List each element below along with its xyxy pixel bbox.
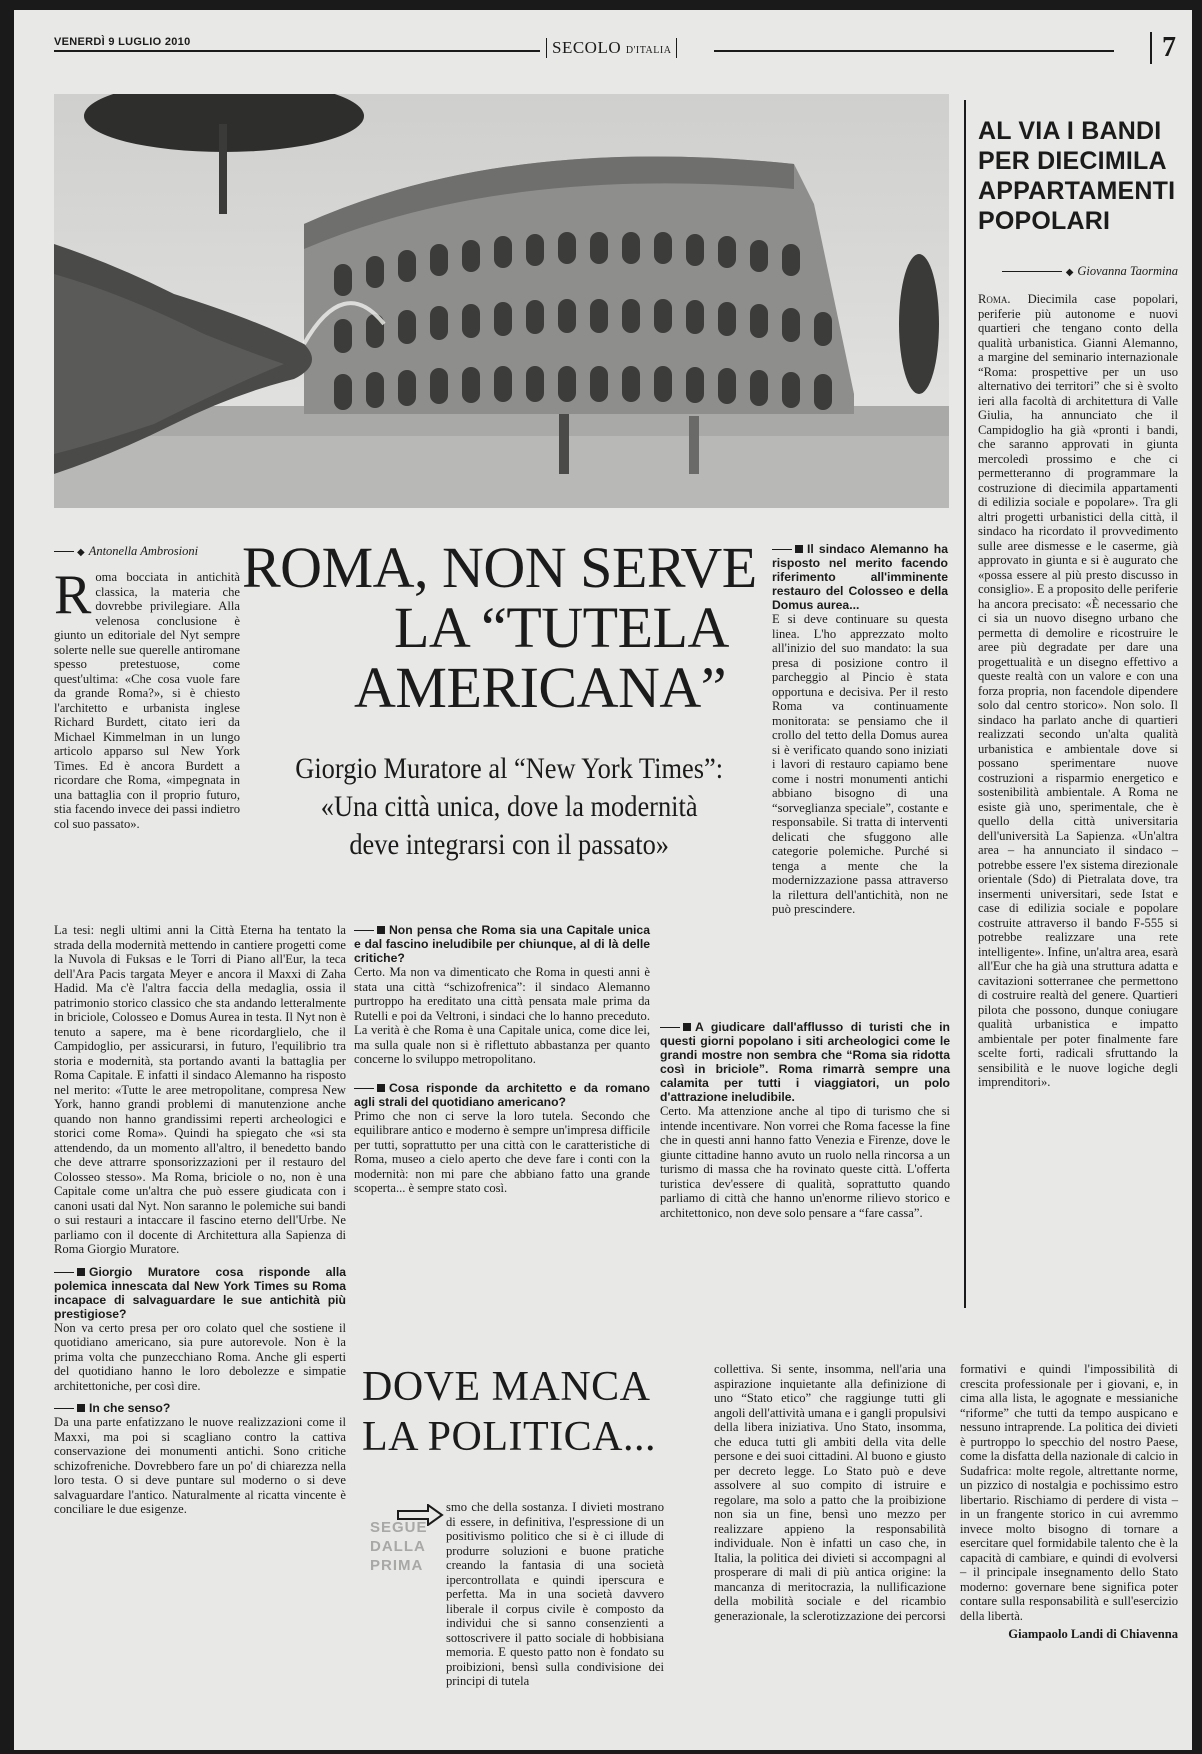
bullet-square-icon <box>77 1268 85 1276</box>
masthead-rule-right <box>714 50 1114 52</box>
question-5 <box>772 542 948 612</box>
sidebar-byline <box>978 262 1178 280</box>
sidebar-byline-dash <box>1002 271 1062 272</box>
sidebar-headline-line-3: APPARTAMENTI <box>978 177 1176 205</box>
bullet-square-icon <box>77 1404 85 1412</box>
bottom-headline-line-1: DOVE MANCA <box>362 1364 651 1410</box>
question-3-text: Non pensa che Roma sia una Capitale unica e dal fascino ineludibile per chiunque, al di là delle critiche? <box>354 923 650 965</box>
masthead <box>54 32 1174 68</box>
headline-line-3: AMERICANA” <box>354 655 726 720</box>
byline-diamond-icon: ◆ <box>77 547 85 558</box>
sidebar-headline-line-1: AL VIA I BANDI <box>978 117 1162 145</box>
colosseum-photo <box>54 94 949 508</box>
bullet-square-icon <box>683 1023 691 1031</box>
question-6-text: A giudicare dall'afflusso di turisti che in questi giorni popolano i siti archeologici come le grandi mostre non sembra che “Roma sia ridotta così in briciole”. Roma rimarrà sempre una calamita per tutti i viaggiatori, un polo d'attrazione ineludibile. <box>660 1020 950 1104</box>
subtitle-line-3: deve integrarsi con il passato» <box>349 828 669 861</box>
newspaper-page <box>14 10 1192 1750</box>
masthead-date: VENERDÌ 9 LUGLIO 2010 <box>54 36 191 48</box>
main-col3 <box>772 542 948 917</box>
sidebar-dateline: Roma. <box>978 292 1011 306</box>
question-3 <box>354 923 650 965</box>
answer-2: Da una parte enfatizzano le nuove realizzazioni come il Maxxi, ma poi si scagliano contro la cattiva conservazione dei monumenti antichi. Sono critiche schizofreniche. Dovrebbero fare un po' di chiarezza nella loro testa. O si deve puntare sul moderno o si deve salvaguardare l'antico. Naturalmente al ricatta vincente è conciliare le due esigenze. <box>54 1415 346 1516</box>
headline-line-2: LA “TUTELA <box>394 595 729 660</box>
question-5-text: Il sindaco Alemanno ha risposto nel merito facendo riferimento all'imminente restauro del Colosseo e della Domus aurea... <box>772 542 948 612</box>
bottom-headline <box>362 1362 702 1462</box>
question-4-text: Cosa risponde da architetto e da romano agli strali del quotidiano americano? <box>354 1080 650 1109</box>
subtitle-line-1: Giorgio Muratore al “New York Times”: <box>295 752 724 785</box>
dropcap: R <box>54 564 92 626</box>
continued-label-2: DALLA <box>370 1538 426 1555</box>
byline-dash <box>54 551 74 552</box>
continued-label-3: PRIMA <box>370 1557 424 1574</box>
sidebar-byline-name: Giovanna Taormina <box>1077 264 1178 278</box>
answer-5: E si deve continuare su questa linea. L'ho apprezzato molto all'inizio del suo mandato: la sua presa di posizione contro il parcheggio al Pincio è stata opportuna e decisiva. Per il resto Roma va continuamente monitorata: se pensiamo che il crollo del tetto della Domus aurea si è verificato quando sono iniziati i lavori di restauro capiamo bene come i nostri monumenti antichi abbiano bisogno di una “sorveglianza speciale”, costante e responsabile. Si tratta di interventi delicati che sfuggono alle categorie polemiche. Purché si tenga a mente che la modernizzazione passa attraverso la rilettura dell'antichità, non ne può prescindere. <box>772 612 948 916</box>
newspaper-name: SECOLO <box>552 38 622 57</box>
question-1-text: Giorgio Muratore cosa risponde alla polemica innescata dal New York Times su Roma incapace di salvaguardare le sue antichità più prestigiose? <box>54 1264 346 1321</box>
main-col1-body <box>54 923 346 1517</box>
page-number: 7 <box>1150 32 1176 64</box>
question-2 <box>54 1401 346 1415</box>
masthead-title <box>546 38 677 58</box>
byline-diamond-icon: ◆ <box>1065 267 1074 278</box>
answer-1: Non va certo presa per oro colato quel che sostiene il quotidiano americano, sia pure autorevole. Non è la prima volta che punzecchiano Roma. Anche gli esperti del quotidiano hanno le loro debolezze e simpatie architettoniche, per così dire. <box>54 1320 346 1393</box>
main-byline-name: Antonella Ambrosioni <box>88 544 199 558</box>
bullet-square-icon <box>377 1084 385 1092</box>
main-headline <box>234 535 774 720</box>
sidebar-body <box>978 292 1178 1090</box>
newspaper-name-sub: D'ITALIA <box>625 45 672 56</box>
bottom-signature: Giampaolo Landi di Chiavenna <box>1008 1627 1178 1641</box>
arrow-right-icon <box>396 1504 436 1518</box>
bullet-square-icon <box>377 926 385 934</box>
subtitle-line-2: «Una città unica, dove la modernità <box>320 790 698 823</box>
answer-3: Certo. Ma non va dimenticato che Roma in questi anni è stata una città “schizofrenica”: il sindaco Alemanno purtroppo ha ereditato una città pensata male prima da Rutelli e poi da Veltroni, i sindaci che lo hanno preceduto. La verità è che Roma è una Capitale unica, come dice lei, ma sulla quale non si è riflettuto abbastanza per quanto concerne lo sviluppo metropolitano. <box>354 965 650 1066</box>
bottom-col2-text: collettiva. Si sente, insomma, nell'aria una aspirazione inquietante alla definizione di uno “Stato etico” che raggiunge tutti gli angoli dell'attività umana e i gangli propulsivi della libera iniziativa. Uno Stato, insomma, che educa tutti gli ambiti della vita delle persone e dei suoi cittadini. Al buono e giusto per decreto legge. Lo Stato può e deve assolvere al suo compito di istruire e regolare, ma solo a patto che la proibizione non sia un fine, bensì uno mezzo per realizzare appieno la responsabilità individuale. Non è infatti un caso che, in Italia, la politica dei divieti si accompagni al prosperare di mali di più antica origine: la mancanza di meritocrazia, la nullificazione della mobilità sociale e del ricambio generazionale, la sclerotizzazione dei percorsi <box>714 1362 946 1623</box>
bottom-headline-line-2: LA POLITICA... <box>362 1414 656 1460</box>
sidebar-headline-line-2: PER DIECIMILA <box>978 147 1167 175</box>
answer-6: Certo. Ma attenzione anche al tipo di turismo che si intende incentivare. Non vorrei che Roma facesse la fine che in questi anni hanno fatto Venezia e Firenze, dove le giunte cittadine hanno avuto un ruolo nella rincorsa a un turismo di massa che ha rovinato queste città. L'offerta turistica dev'essere di qualità, soprattutto quando parliamo di città che hanno un'enorme rilievo storico e architettonico, non deve solo pensare a “fare cassa”. <box>660 1104 950 1220</box>
bullet-square-icon <box>795 545 803 553</box>
main-body-text: La tesi: negli ultimi anni la Città Eterna ha tentato la strada della modernità mettendo in cantiere progetti come la Nuvola di Fuksas e le Torri di Piano all'Eur, la teca dell'Ara Pacis targata Meyer e ancora il Maxxi di Zaha Hadid. Ma c'è l'altra faccia della medaglia, ossia il patrimonio storico classico che sta andando letteralmente in briciole, Colosseo e Domus Aurea in testa. Il Nyt non è tenuto a sapere, ma è bene ricordarglielo, che il Campidoglio, per assicurarsi, in futuro, l'equilibrio tra storia e modernità, sta portando avanti la battaglia per Roma Capitale. E infatti il sindaco Alemanno ha risposto nel merito: «Tutte le aree metropolitane, compresa New York, hanno grandi problemi di manutenzione anche quando non hanno grandissimi reperti archeologici e storici come Roma». Quindi ha spiegato che «si sta attendendo, da un momento all'altro, il benedetto bando che deve attrarre sponsorizzazioni per il restauro del Colosseo stesso». Ma Roma, briciole o no, non è una Capitale come un'altra che può essere giudicata con i canoni usati dal Nyt. Non saranno le polemiche sui bandi o sui restauri a intaccare il fascino eterno dell'Urbe. Ne parliamo con il docente di Architettura alla Sapienza di Roma Giorgio Muratore. <box>54 923 346 1256</box>
main-byline <box>54 542 254 560</box>
sidebar-rule <box>964 100 966 1308</box>
question-1 <box>54 1265 346 1321</box>
main-col4 <box>660 1020 950 1220</box>
masthead-rule-left <box>54 50 540 52</box>
answer-4: Primo che non ci serve la loro tutela. Secondo che equilibrare antico e moderno è sempre un'impresa difficile per tutti, soprattutto per una città con le caratteristiche di Roma, museo a cielo aperto che deve fare i conti con la modernità: non mi pare che abbiano fatto una grande scoperta... è sempre stato così. <box>354 1108 650 1195</box>
headline-line-1: ROMA, NON SERVE <box>242 535 757 600</box>
sidebar-body-text: Diecimila case popolari, periferie più autonome e nuovi quartieri che tengano conto della qualità urbanistica. Gianni Alemanno, a margine del seminario internazionale “Roma: prospettive per un uso alternativo dei territori” che si è svolto ieri alla facoltà di architettura di Valle Giulia, ha annunciato che il Campidoglio ha già «pronti i bandi, che saranno approvati in giunta mercoledì prossimo e che ci permetteranno di programmare la costruzione di diecimila appartamenti di edilizia sociale e popolare». Tra gli altri progetti urbanistici della città, il sindaco ha ricordato il provvedimento sulle aree dismesse e le casermе, già approvato in giunta e si è augurato che «possa essere al più presto discusso in consiglio». E a proposito delle periferie ha ancora precisato: «È necessario che ci sia un nuovo disegno urbano che permetta di demolire e ricostruire le aree più degradate per dare una progettualità e un disegno effettivo a queste realtà con un valore e con una forza propria, non facendole dipendere solo dal centro storico». Non solo. Il sindaco ha parlato anche di quartieri realizzati secondo un'alta qualità urbanistica e ambientale dove si possano sperimentare nuove costruzioni a risparmio energetico e sostenibilità ambientale. A Roma ne esiste già uno, sperimentale, che è quello della città universitaria dell'università La Sapienza. «Un'altra area – ha annunciato il sindaco – potrebbe essere l'ex sistema direzionale orientale (Sdo) di Pietralata dove, tra insermenti universitari, sede Istat e case di edilizia sociale e popolare costruite attraverso il bando F-555 si potrebbe realizzare una rete intelligente». Infine, un'altra area, esarà all'Eur che ha già una struttura adatta e cavitazioni sotterranee che permettono di costruire realtà del genere. Quartieri pilota che possono, dunque coniugare qualità urbanistica e impatto ambientale per poter finalmente fare scelte forti, radicali sfruttando la sensibilità e le nuove logiche degli imprenditori». <box>978 292 1178 1089</box>
question-4 <box>354 1081 650 1109</box>
colosseum-illustration <box>54 94 949 508</box>
continued-label-1: SEGUE <box>370 1519 428 1536</box>
main-col2 <box>354 923 650 1196</box>
bottom-col1-text: smo che della sostanza. I divieti mostrano di essere, in definitiva, l'espressione di un positivismo politico che si è ci illude di produrre soluzioni e buone pratiche creando la fantasia di una società ipercontrollata e quindi iperscura e perfetta. Ma in una società davvero liberale il corpus civile è composto da individui che si sanno consenzienti a sottoscrivere il patto sociale di hobbisiana memoria. E questo patto non è fondato su proibizioni, bensì sulla condivisione dei principi di tutela <box>446 1500 664 1688</box>
main-subtitle <box>239 750 724 864</box>
sidebar-headline <box>978 116 1178 236</box>
bottom-col3 <box>960 1362 1178 1642</box>
main-intro-text: oma bocciata in antichità classica, la materia che dovrebbe privilegiare. Alla velenosa conclusione è giunto un editoriale del Nyt sempre solerte nelle sue querelle antiromane spesso pretestuose, come quest'ultima: «Che cosa vuole fare da grande Roma?», si è chiesto l'architetto e urbanista inglese Richard Burdett, citato ieri da Michael Kimmelman in un lungo articolo apparso sul New York Times. Ed è ancora Burdett a ricordare che Roma, «impegnata in una battaglia con il proprio futuro, stia facendo invece dei passi indietro col suo passato». <box>54 570 240 831</box>
bottom-col2 <box>714 1362 946 1623</box>
bottom-col1 <box>446 1500 664 1689</box>
sidebar-headline-line-4: POPOLARI <box>978 207 1111 235</box>
main-col1-intro <box>54 564 240 831</box>
question-6 <box>660 1020 950 1104</box>
question-2-text: In che senso? <box>89 1401 171 1415</box>
bottom-col3-text: formativi e quindi l'impossibilità di crescita professionale per i giovani, e, in cima alla lista, le agognate e messianiche “riforme” che tutti da tempo auspicano e nessuno intraprende. La politica dei divieti è purtroppo lo specchio del nostro Paese, come la disfatta della nazionale di calcio in Sudafrica: molte regole, altrettante norme, un pizzico di nostalgia e pochissimo estro libertario. Rischiamo di perdere di vista – in un frangente storico in cui avremmo invece molto bisogno di tornare a esercitare quel formidabile talento che è la capacità di cambiare, e quindi di evolversi – il principale insegnamento dello Stato moderno: governare bene significa poter contare sulla responsabilità e sull'esercizio della libertà. <box>960 1362 1178 1623</box>
